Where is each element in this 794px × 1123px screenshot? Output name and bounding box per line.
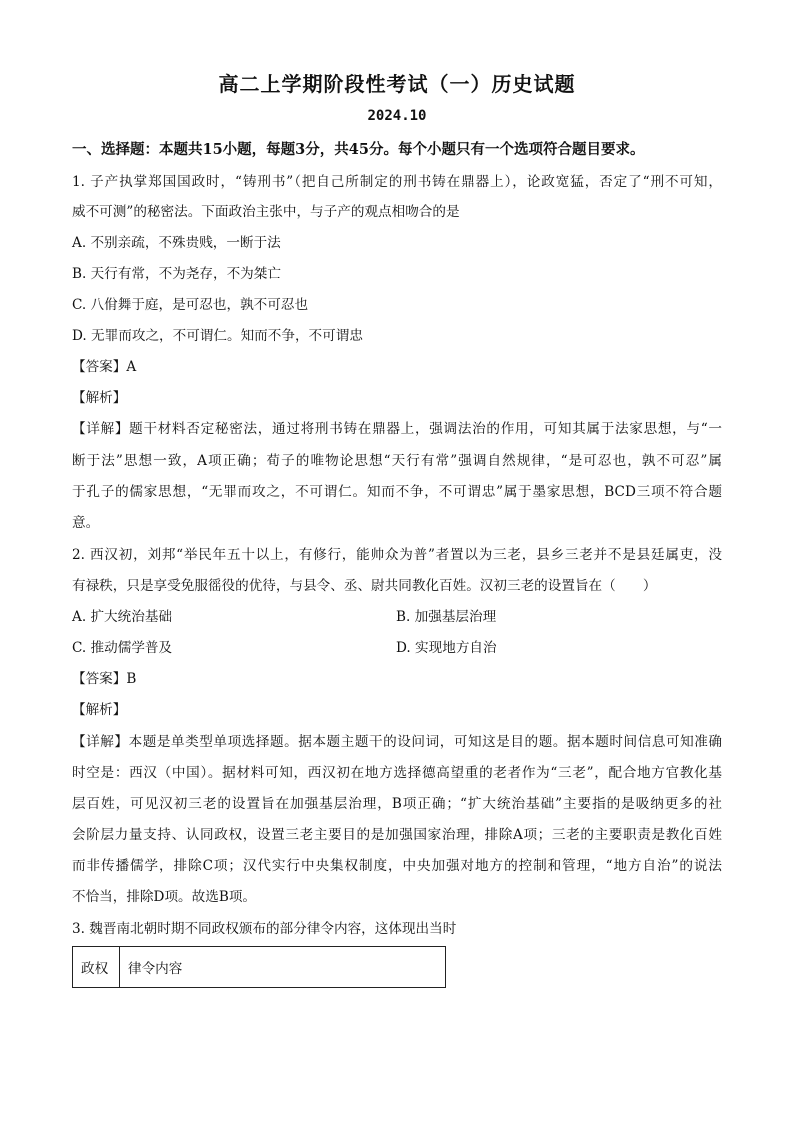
q2-stem-line: 2. 西汉初，刘邦“举民年五十以上，有修行，能帅众为普”者置以为三老，县乡三老并不是县廷属吏，没 (72, 547, 722, 563)
table-row (73, 947, 446, 988)
q1-detail-line: 意。 (72, 515, 100, 531)
q2-option-a: A. 扩大统治基础 (72, 609, 173, 625)
q3-stem: 3. 魏晋南北朝时期不同政权颁布的部分律令内容，这体现出当时 (72, 921, 457, 937)
q2-stem-line: 有禄秩，只是享受免服徭役的优待，与县令、丞、尉共同教化百姓。汉初三老的设置旨在（ ） (72, 578, 657, 594)
page-title: 高二上学期阶段性考试（一）历史试题 (218, 72, 576, 96)
table-header-content: 律令内容 (120, 947, 446, 988)
q2-option-b: B. 加强基层治理 (396, 609, 497, 625)
q2-detail-line: 【详解】本题是单类型单项选择题。据本题主题干的设问词，可知这是目的题。据本题时间信息可知准确 (72, 734, 722, 750)
q3-table (72, 946, 446, 988)
q1-stem-line: 威不可测”的秘密法。下面政治主张中，与子产的观点相吻合的是 (72, 204, 460, 220)
q1-option-d: D. 无罪而攻之，不可谓仁。知而不争，不可谓忠 (72, 328, 363, 344)
q1-stem-line: 1. 子产执掌郑国国政时，“铸刑书”（把自己所制定的刑书铸在鼎器上），论政宽猛，否定了“刑不可知， (72, 174, 722, 190)
q1-detail-line: 于孔子的儒家思想，“无罪而攻之，不可谓仁。知而不争，不可谓忠”属于墨家思想，BCD三项不符合题 (72, 484, 722, 500)
q1-option-c: C. 八佾舞于庭，是可忍也，孰不可忍也 (72, 297, 309, 313)
q2-detail-line: 不恰当，排除D项。故选B项。 (72, 889, 257, 905)
exam-date: 2024.10 (367, 108, 427, 124)
q2-analysis-label: 【解析】 (72, 702, 127, 718)
q2-detail-line: 层百姓，可见汉初三老的设置旨在加强基层治理，B项正确；“扩大统治基础”主要指的是吸纳更多的社 (72, 796, 722, 812)
q2-option-c: C. 推动儒学普及 (72, 640, 173, 656)
section-heading: 一、选择题：本题共15小题，每题3分，共45分。每个小题只有一个选项符合题目要求。 (72, 141, 645, 158)
q1-option-a: A. 不别亲疏，不殊贵贱，一断于法 (72, 235, 281, 251)
q1-option-b: B. 天行有常，不为尧存，不为桀亡 (72, 266, 281, 282)
q1-answer: 【答案】A (72, 359, 137, 375)
q2-detail-line: 会阶层力量支持、认同政权，设置三老主要目的是加强国家治理，排除A项；三老的主要职责是教化百姓 (72, 827, 722, 843)
q2-option-d: D. 实现地方自治 (396, 640, 497, 656)
q1-analysis-label: 【解析】 (72, 390, 127, 406)
q2-detail-line: 而非传播儒学，排除C项；汉代实行中央集权制度，中央加强对地方的控制和管理，“地方自治”的说法 (72, 858, 722, 874)
q1-detail-line: 断于法”思想一致，A项正确；荀子的唯物论思想“天行有常”强调自然规律，“是可忍也，孰不可忍”属 (72, 453, 722, 469)
q1-detail-line: 【详解】题干材料否定秘密法，通过将刑书铸在鼎器上，强调法治的作用，可知其属于法家思想，与“一 (72, 421, 722, 437)
table-header-regime: 政权 (73, 947, 120, 988)
q2-answer: 【答案】B (72, 671, 137, 687)
q2-detail-line: 时空是：西汉（中国）。据材料可知，西汉初在地方选择德高望重的老者作为“三老”，配合地方官教化基 (72, 765, 722, 781)
